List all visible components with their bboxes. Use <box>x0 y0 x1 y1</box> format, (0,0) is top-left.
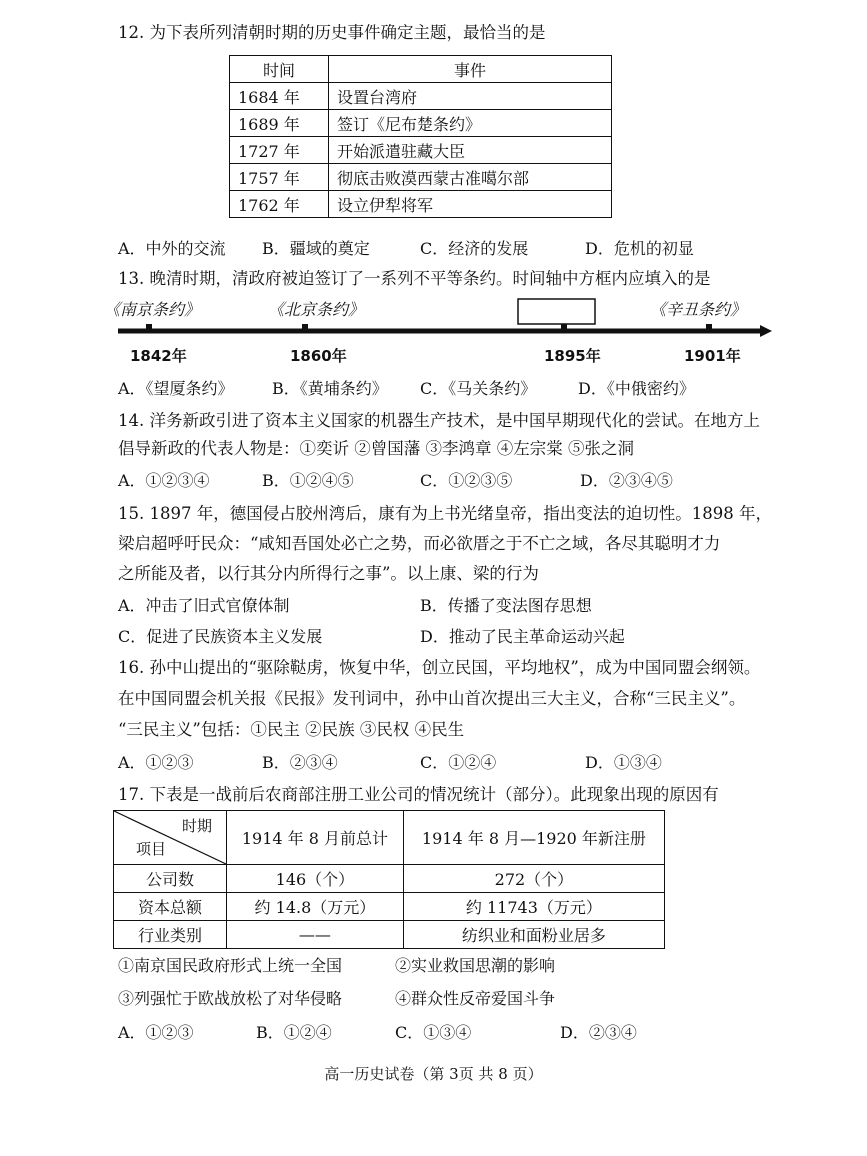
q15-stem-line: 15. 1897 年，德国侵占胶州湾后，康有为上书光绪皇帝，指出变法的迫切性。1898 年， <box>118 504 772 523</box>
q13-stem: 13. 晚清时期，清政府被迫签订了一系列不平等条约。时间轴中方框内应填入的是 <box>118 269 711 288</box>
q16-option-d[interactable]: D．①③④ <box>585 753 662 772</box>
timeline-year: 1860年 <box>290 347 347 365</box>
table-cell: 彻底击败漠西蒙古准噶尔部 <box>329 164 612 191</box>
q16-stem-line: 在中国同盟会机关报《民报》发刊词中，孙中山首次提出三大主义，合称“三民主义”。 <box>118 689 746 708</box>
table-cell: 1689 年 <box>230 110 329 137</box>
q12-option-c[interactable]: C．经济的发展 <box>420 239 529 258</box>
table-row <box>114 893 665 921</box>
q17-option-b[interactable]: B．①②④ <box>256 1023 332 1042</box>
q17-table <box>113 810 665 949</box>
q12-option-b[interactable]: B．疆域的奠定 <box>262 239 370 258</box>
table-cell: 约 11743（万元） <box>403 893 664 921</box>
timeline-year: 1901年 <box>684 347 741 365</box>
timeline-label: 《辛丑条约》 <box>650 300 747 319</box>
timeline-label: 《南京条约》 <box>104 300 201 319</box>
q17-statement: ④群众性反帝爱国斗争 <box>395 989 556 1008</box>
q17-statement: ②实业救国思潮的影响 <box>395 956 556 975</box>
q14-option-d[interactable]: D．②③④⑤ <box>580 471 673 490</box>
blank-box <box>518 299 595 324</box>
q12-option-a[interactable]: A．中外的交流 <box>118 239 226 258</box>
table-header-cell: 1914 年 8 月—1920 年新注册 <box>403 811 664 865</box>
table-header-row <box>114 811 665 865</box>
table-header-cell: 事件 <box>329 56 612 83</box>
q15-option-b[interactable]: B．传播了变法图存思想 <box>420 596 592 615</box>
q16-option-c[interactable]: C．①②④ <box>420 753 497 772</box>
timeline-year: 1895年 <box>544 347 601 365</box>
q16-stem-line: 16. 孙中山提出的“驱除鞑虏，恢复中华，创立民国，平均地权”，成为中国同盟会纲领。 <box>118 658 761 677</box>
q17-statement: ③列强忙于欧战放松了对华侵略 <box>118 989 343 1008</box>
q17-option-c[interactable]: C．①③④ <box>395 1023 472 1042</box>
table-header-cell: 1914 年 8 月前总计 <box>227 811 404 865</box>
table-cell: 146（个） <box>227 865 404 893</box>
q14-option-a[interactable]: A．①②③④ <box>118 471 210 490</box>
corner-top-label: 时期 <box>181 817 212 835</box>
table-cell: 272（个） <box>403 865 664 893</box>
table-cell: 资本总额 <box>114 893 227 921</box>
q12-option-d[interactable]: D．危机的初显 <box>585 239 694 258</box>
timeline-axis <box>0 0 867 380</box>
table-row <box>114 921 665 949</box>
q13-option-c[interactable]: C．《马关条约》 <box>420 379 537 398</box>
table-cell: 设置台湾府 <box>329 83 612 110</box>
table-cell: 公司数 <box>114 865 227 893</box>
page-footer: 高一历史试卷（第 3页 共 8 页） <box>324 1065 543 1083</box>
timeline-label: 《北京条约》 <box>268 300 365 319</box>
q15-stem-line: 梁启超呼吁民众：“咸知吾国处必亡之势，而必欲厝之于不亡之域，各尽其聪明才力 <box>118 534 721 553</box>
table-cell: 设立伊犁将军 <box>329 191 612 218</box>
q14-option-c[interactable]: C．①②③⑤ <box>420 471 513 490</box>
table-cell: 纺织业和面粉业居多 <box>403 921 664 949</box>
q17-stem: 17. 下表是一战前后农商部注册工业公司的情况统计（部分）。此现象出现的原因有 <box>118 785 719 804</box>
q14-stem-line: 14. 洋务新政引进了资本主义国家的机器生产技术，是中国早期现代化的尝试。在地方上 <box>118 411 760 430</box>
q13-option-a[interactable]: A．《望厦条约》 <box>118 379 234 398</box>
q16-option-b[interactable]: B．②③④ <box>262 753 338 772</box>
q15-stem-line: 之所能及者，以行其分内所得行之事”。以上康、梁的行为 <box>118 564 539 583</box>
table-cell: 1762 年 <box>230 191 329 218</box>
q12-stem: 12. 为下表所列清朝时期的历史事件确定主题，最恰当的是 <box>118 23 546 42</box>
q16-stem-line: “三民主义”包括：①民主 ②民族 ③民权 ④民生 <box>118 720 465 739</box>
table-cell: 签订《尼布楚条约》 <box>329 110 612 137</box>
q17-option-a[interactable]: A．①②③ <box>118 1023 194 1042</box>
table-cell: 约 14.8（万元） <box>227 893 404 921</box>
q17-option-d[interactable]: D．②③④ <box>560 1023 637 1042</box>
q17-statement: ①南京国民政府形式上统一全国 <box>118 956 343 975</box>
q15-option-a[interactable]: A．冲击了旧式官僚体制 <box>118 596 290 615</box>
q14-option-b[interactable]: B．①②④⑤ <box>262 471 354 490</box>
table-cell: 行业类别 <box>114 921 227 949</box>
table-cell: 1727 年 <box>230 137 329 164</box>
table-corner-cell <box>114 811 227 865</box>
q15-option-d[interactable]: D．推动了民主革命运动兴起 <box>420 627 625 646</box>
q13-option-d[interactable]: D．《中俄密约》 <box>578 379 695 398</box>
q16-option-a[interactable]: A．①②③ <box>118 753 194 772</box>
table-header-cell: 时间 <box>230 56 329 83</box>
corner-bottom-label: 项目 <box>136 840 167 858</box>
q15-option-c[interactable]: C．促进了民族资本主义发展 <box>118 627 323 646</box>
table-row <box>114 865 665 893</box>
table-cell: 1684 年 <box>230 83 329 110</box>
table-cell: 开始派遣驻藏大臣 <box>329 137 612 164</box>
table-cell: —— <box>227 921 404 949</box>
q14-stem-line: 倡导新政的代表人物是：①奕䜣 ②曾国藩 ③李鸿章 ④左宗棠 ⑤张之洞 <box>118 439 634 458</box>
q13-option-b[interactable]: B．《黄埔条约》 <box>272 379 388 398</box>
table-cell: 1757 年 <box>230 164 329 191</box>
timeline-year: 1842年 <box>130 347 187 365</box>
